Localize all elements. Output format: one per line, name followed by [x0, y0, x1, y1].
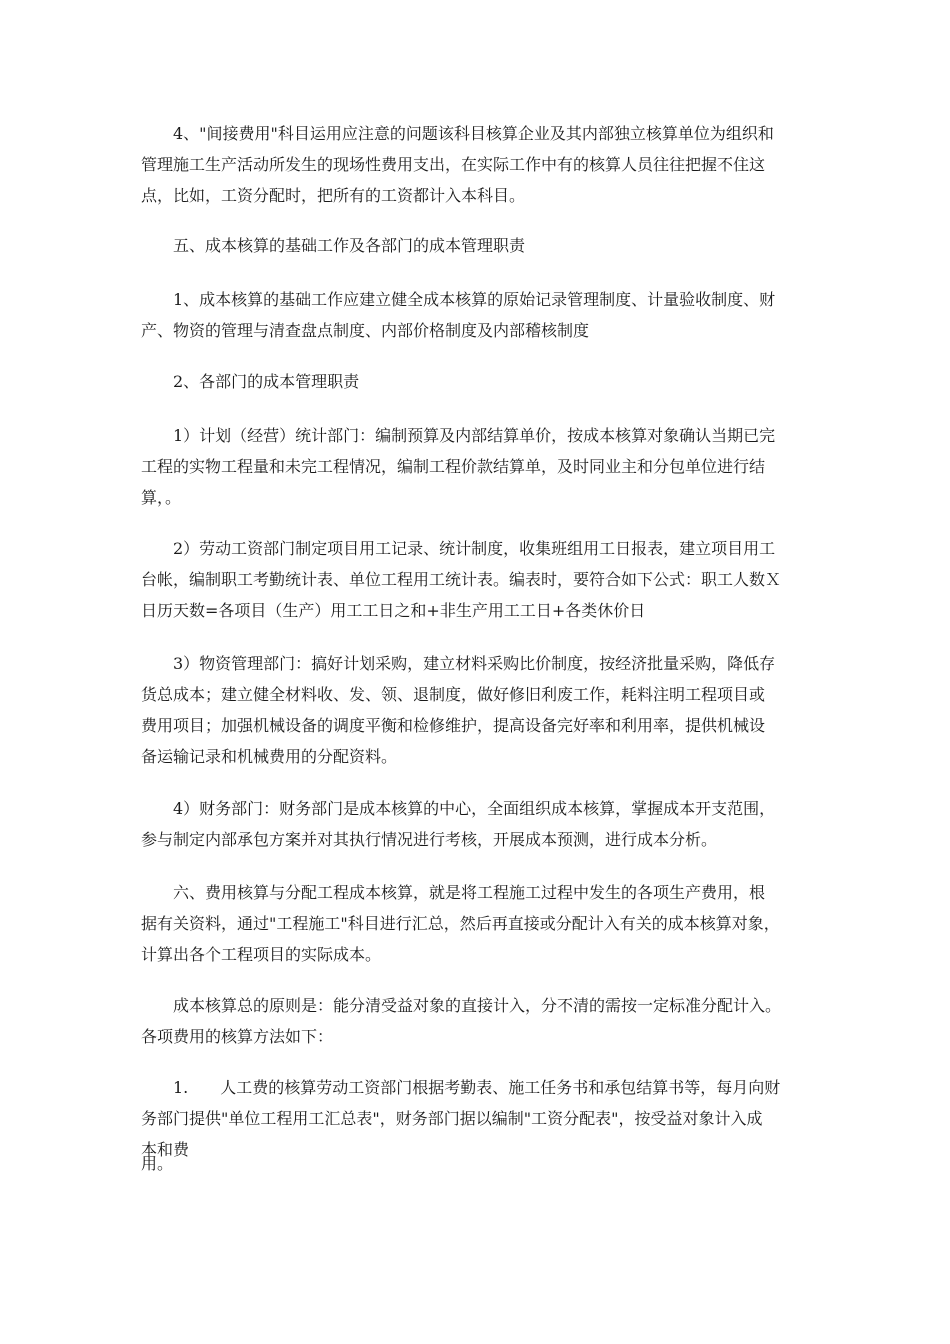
text-line: 六、费用核算与分配工程成本核算，就是将工程施工过程中发生的各项生产费用，根: [173, 883, 766, 902]
paragraph-basic-work: [141, 284, 831, 346]
section-heading: [141, 230, 831, 261]
text-line: 1. 人工费的核算劳动工资部门根据考勤表、施工任务书和承包结算书等，每月向财: [173, 1078, 781, 1097]
paragraph-principle: [141, 990, 831, 1052]
text-line: 算，。: [141, 488, 182, 507]
text-line: 1、成本核算的基础工作应建立健全成本核算的原始记录管理制度、计量验收制度、财: [173, 290, 776, 309]
text-line: 2）劳动工资部门制定项目用工记录、统计制度，收集班组用工日报表，建立项目用工: [173, 539, 776, 558]
paragraph-materials-dept: [141, 648, 831, 772]
text-line: 4、"间接费用"科目运用应注意的问题该科目核算企业及其内部独立核算单位为组织和: [173, 124, 774, 143]
text-line: 务部门提供"单位工程用工汇总表"，财务部门据以编制"工资分配表"，按受益对象计入成: [141, 1109, 763, 1128]
text-line: 日历天数=各项目（生产）用工工日之和+非生产用工工日+各类休价日: [141, 601, 646, 620]
text-line: 台帐，编制职工考勤统计表、单位工程用工统计表。编表时，要符合如下公式：职工人数Ｘ: [141, 570, 782, 589]
text-line: 产、物资的管理与清查盘点制度、内部价格制度及内部稽核制度: [141, 321, 590, 340]
text-line: 成本核算总的原则是：能分清受益对象的直接计入，分不清的需按一定标准分配计入。: [173, 996, 782, 1015]
text-line: 参与制定内部承包方案并对其执行情况进行考核，开展成本预测，进行成本分析。: [141, 830, 718, 849]
paragraph-finance-dept: [141, 793, 831, 855]
text-line: 2、各部门的成本管理职责: [173, 372, 360, 391]
text-line: 货总成本；建立健全材料收、发、领、退制度，做好修旧利废工作，耗料注明工程项目或: [141, 685, 766, 704]
text-line: 用。: [141, 1154, 174, 1173]
text-line: 工程的实物工程量和未完工程情况，编制工程价款结算单，及时同业主和分包单位进行结: [141, 457, 766, 476]
text-line: 点，比如，工资分配时，把所有的工资都计入本科目。: [141, 186, 526, 205]
paragraph-section-6: [141, 877, 831, 970]
paragraph-planning-dept: [141, 420, 831, 513]
text-line: 计算出各个工程项目的实际成本。: [141, 945, 382, 964]
text-line: 备运输记录和机械费用的分配资料。: [141, 747, 398, 766]
text-line: 4）财务部门：财务部门是成本核算的中心，全面组织成本核算，掌握成本开支范围，: [173, 799, 776, 818]
text-line: 3）物资管理部门：搞好计划采购，建立材料采购比价制度，按经济批量采购，降低存: [173, 654, 776, 673]
text-line: 各项费用的核算方法如下：: [141, 1027, 334, 1046]
text-line: 1）计划（经营）统计部门：编制预算及内部结算单价，按成本核算对象确认当期已完: [173, 426, 776, 445]
paragraph-labor-dept: [141, 533, 831, 626]
text-line: 五、成本核算的基础工作及各部门的成本管理职责: [173, 236, 526, 255]
paragraph-dept-duties: [141, 366, 831, 397]
paragraph-labor-cost-tail: [141, 1148, 831, 1179]
text-line: 管理施工生产活动所发生的现场性费用支出，在实际工作中有的核算人员往往把握不住这: [141, 155, 766, 174]
text-line: 据有关资料，通过"工程施工"科目进行汇总，然后再直接或分配计入有关的成本核算对象，: [141, 914, 780, 933]
paragraph-indirect-cost: [141, 118, 831, 211]
text-line: 费用项目；加强机械设备的调度平衡和检修维护，提高设备完好率和利用率，提供机械设: [141, 716, 766, 735]
text-line: 本和费: [141, 1140, 190, 1159]
